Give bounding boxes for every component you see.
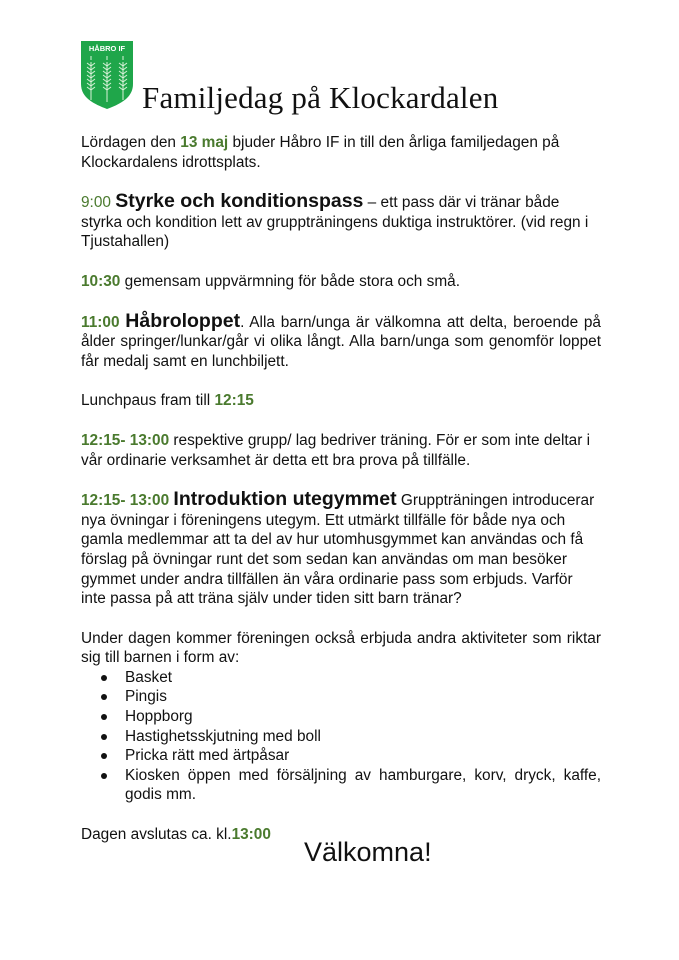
list-item-text: Pingis: [125, 688, 167, 706]
schedule-item: [81, 431, 601, 470]
schedule-item: [81, 272, 601, 292]
closing-text: Dagen avslutas ca. kl.: [81, 826, 232, 844]
bullet-icon: [101, 734, 107, 740]
list-item: [125, 746, 601, 766]
svg-text:HÅBRO IF: HÅBRO IF: [88, 44, 126, 53]
schedule-item: [81, 309, 601, 372]
list-item-text: Kiosken öppen med försäljning av hamburgare, korv, dryck, kaffe, godis mm.: [125, 766, 601, 804]
schedule-text: gemensam uppvärmning för både stora och små.: [120, 272, 460, 290]
intro-paragraph: [81, 133, 601, 172]
schedule-text: Lunchpaus fram till: [81, 392, 215, 410]
bullet-icon: [101, 753, 107, 759]
list-item: [125, 687, 601, 707]
list-item: [125, 727, 601, 747]
bullet-icon: [101, 694, 107, 700]
page-title: Familjedag på Klockardalen: [142, 80, 499, 115]
schedule-heading: Styrke och konditionspass: [115, 190, 364, 213]
event-date: 13 maj: [180, 134, 229, 151]
list-item-text: Basket: [125, 668, 173, 686]
welcome-text: Välkomna!: [304, 837, 432, 867]
schedule-time: 12:15- 13:00: [81, 492, 170, 510]
list-item: [125, 766, 601, 805]
schedule-time: 11:00: [81, 313, 120, 331]
intro-text: Lördagen den: [81, 134, 181, 151]
club-logo: [80, 40, 134, 110]
schedule-time: 12:15- 13:00: [81, 431, 170, 449]
schedule-text: . Alla barn/unga är välkomna att delta, beroende på ålder springer/lunkar/går vi olika långt. Alla barn/unga som genomför loppet får medalj samt en lunchbiljett.: [81, 313, 601, 370]
bullet-icon: [101, 773, 107, 779]
schedule-text: respektive grupp/ lag bedriver träning. För er som inte deltar i vår ordinarie verksamhet är detta ett bra prova på tillfälle.: [81, 431, 591, 469]
bullet-icon: [101, 675, 107, 681]
schedule-item: [81, 490, 601, 609]
list-item-text: Pricka rätt med ärtpåsar: [125, 747, 290, 765]
schedule-heading: Introduktion utegymmet: [173, 488, 397, 511]
schedule-time: 9:00: [81, 194, 111, 212]
schedule-time: 12:15: [214, 392, 254, 410]
activities-list: [81, 668, 601, 805]
schedule-heading: Håbroloppet: [125, 309, 241, 332]
activities-intro: Under dagen kommer föreningen också erbjuda andra aktiviteter som riktar sig till barnen i form av:: [81, 629, 601, 667]
list-item: [125, 707, 601, 727]
intro-text: bjuder Håbro IF in till den årliga familjedagen på Klockardalens idrottsplats.: [81, 134, 560, 171]
schedule-text: Gruppträningen introducerar nya övningar i föreningens utegym. Ett utmärkt tillfälle för både nya och gamla medlemmar att ta del av hur utomhusgymmet kan användas och få förslag på övningar runt det som sedan kan användas om man besöker gymmet under andra tillfällen än våra ordinarie pass som erbjuds. Varför inte passa på att träna själv under tiden sitt barn tränar?: [81, 492, 595, 608]
shield-icon: [80, 40, 134, 110]
bullet-icon: [101, 714, 107, 720]
schedule-text: – ett pass där vi tränar både styrka och kondition lett av gruppträningens duktiga instruktörer. (vid regn i Tjustahallen): [81, 194, 589, 251]
schedule-item: [81, 391, 601, 411]
list-item-text: Hoppborg: [125, 708, 193, 726]
schedule-time: 10:30: [81, 272, 121, 290]
document-body: [81, 133, 601, 865]
closing-time: 13:00: [231, 826, 271, 844]
schedule-item: [81, 192, 601, 252]
list-item-text: Hastighetsskjutning med boll: [125, 727, 321, 745]
list-item: [125, 668, 601, 688]
